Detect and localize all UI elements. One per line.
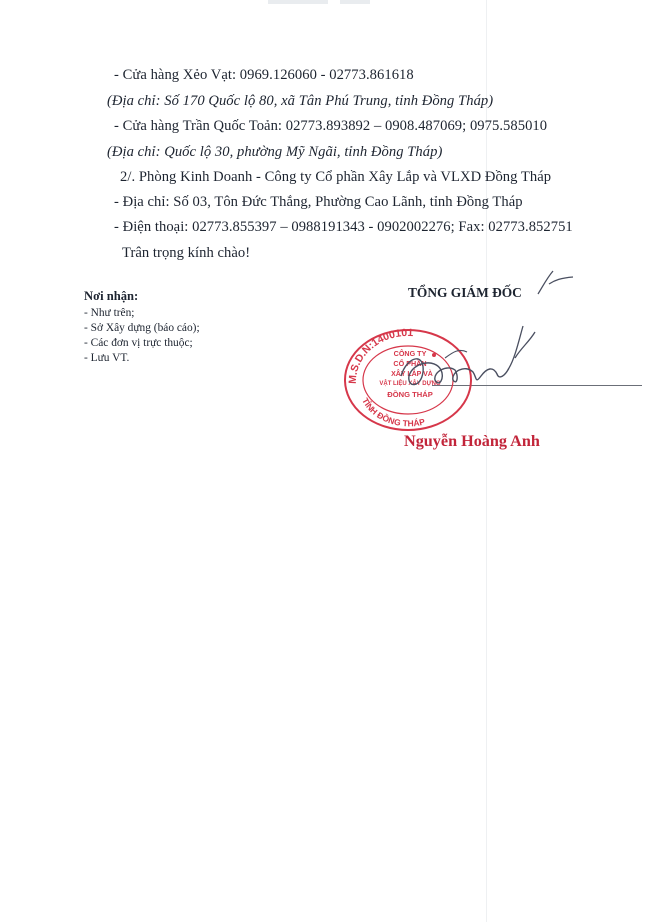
seal-line: CỔ PHẦN <box>393 359 427 368</box>
store-tran-quoc-toan-address: (Địa chỉ: Quốc lộ 30, phường Mỹ Ngãi, tỉnh Đồng Tháp) <box>107 144 443 160</box>
store-xeo-vat-address: (Địa chỉ: Số 170 Quốc lộ 80, xã Tân Phú Trung, tỉnh Đồng Tháp) <box>107 93 494 109</box>
fold-line <box>486 0 487 922</box>
recipients-heading: Nơi nhận: <box>84 289 139 303</box>
store-xeo-vat: - Cửa hàng Xẻo Vạt: 0969.126060 - 02773.861618 <box>114 67 414 83</box>
scan-artifact <box>340 0 370 4</box>
signer-name: Nguyễn Hoàng Anh <box>404 432 540 450</box>
seal-ring-bottom-text: TỈNH ĐỒNG THÁP <box>360 396 426 429</box>
recipient-item: - Các đơn vị trực thuộc; <box>84 337 193 349</box>
seal-ring-top-text: M.S.D.N:1400101 <box>346 326 414 385</box>
sales-dept-phone: - Điện thoại: 02773.855397 – 0988191343 - 0902002276; Fax: 02773.852751 <box>114 219 573 235</box>
recipient-item: - Sở Xây dựng (báo cáo); <box>84 322 200 334</box>
seal-line: CÔNG TY <box>393 349 427 358</box>
seal-line: ĐỒNG THÁP <box>387 390 433 399</box>
signature-flourish <box>535 268 575 300</box>
sales-dept-address: - Địa chỉ: Số 03, Tôn Đức Thắng, Phường Cao Lãnh, tỉnh Đồng Tháp <box>114 194 523 210</box>
sales-dept-heading: 2/. Phòng Kinh Doanh - Công ty Cổ phần Xây Lắp và VLXD Đồng Tháp <box>120 169 552 185</box>
seal-line: VẬT LIỆU XÂY DỰNG <box>379 381 441 387</box>
handwritten-signature <box>395 318 545 413</box>
scan-artifact <box>268 0 328 4</box>
seal-line: XÂY LẮP VÀ <box>391 371 433 378</box>
signer-title: TỔNG GIÁM ĐỐC <box>408 285 522 300</box>
store-tran-quoc-toan: - Cửa hàng Trần Quốc Toản: 02773.893892 – 0908.487069; 0975.585010 <box>114 118 548 134</box>
recipient-item: - Lưu VT. <box>84 352 130 364</box>
recipient-item: - Như trên; <box>84 307 135 319</box>
closing-greeting: Trân trọng kính chào! <box>122 245 251 261</box>
